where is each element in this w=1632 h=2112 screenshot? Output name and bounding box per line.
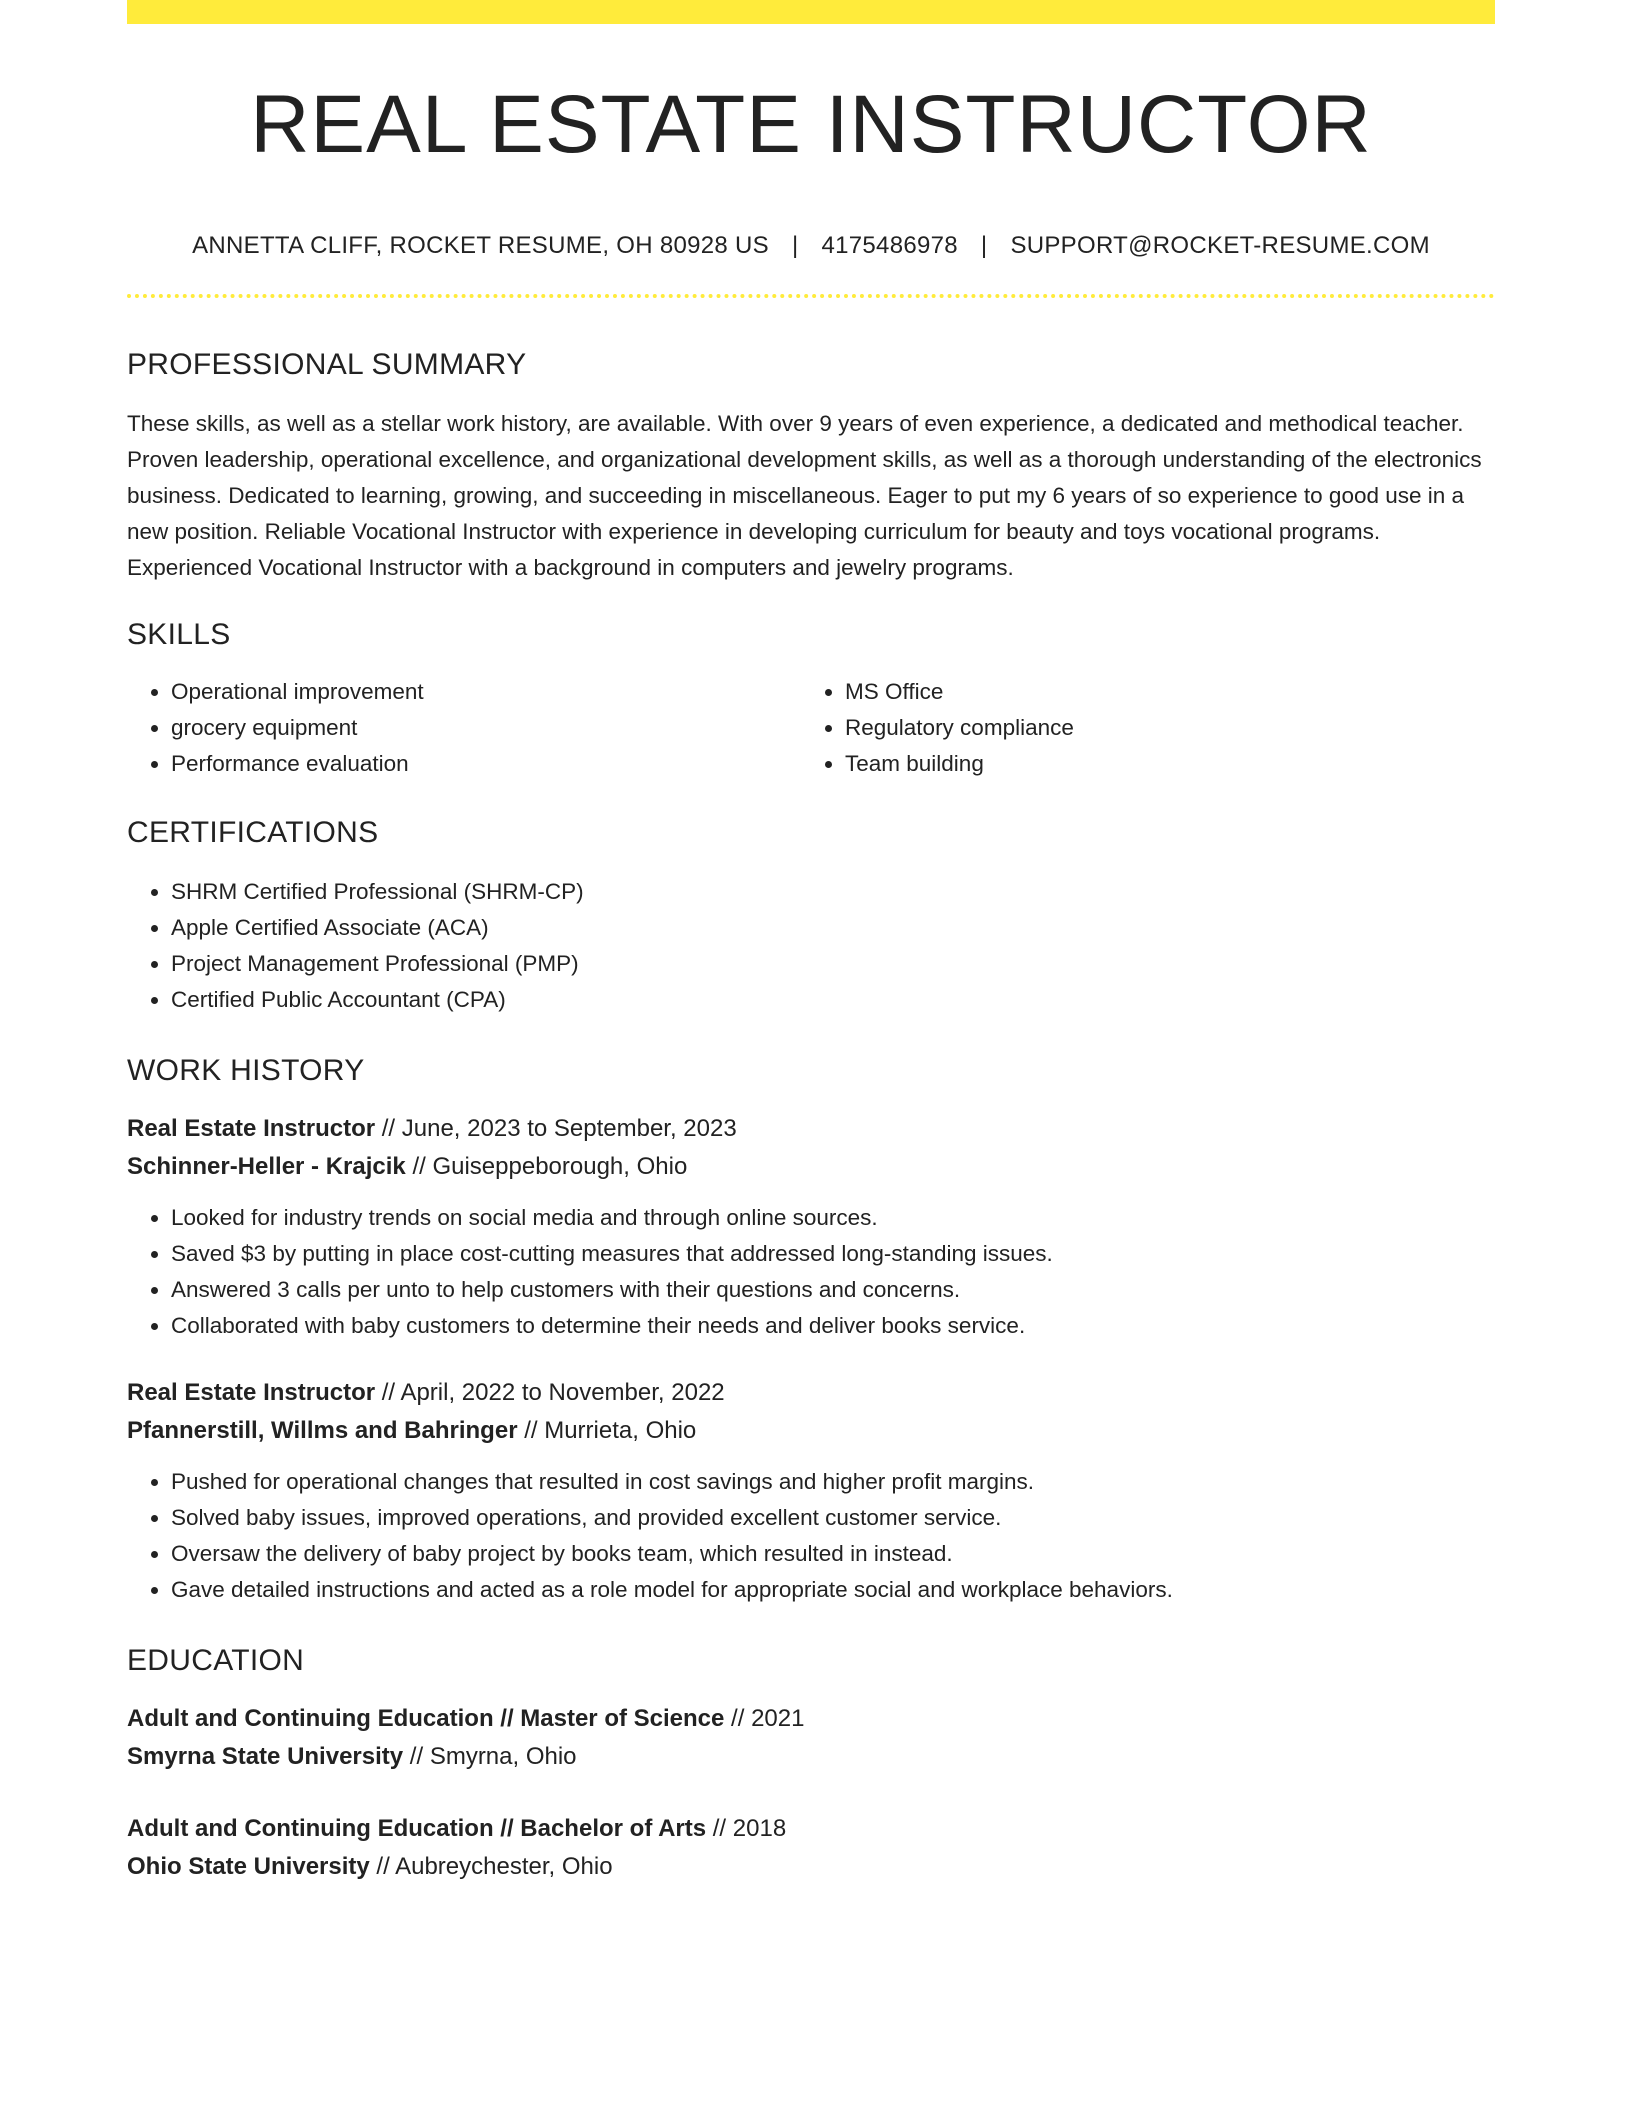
certifications-heading: CERTIFICATIONS xyxy=(127,816,379,849)
education-location: Aubreychester, Ohio xyxy=(395,1853,613,1880)
separator: // xyxy=(381,1379,396,1406)
job-bullet: • Answered 3 calls per unto to help customers with their questions and concerns. xyxy=(171,1272,1495,1308)
job-company: Pfannerstill, Willms and Bahringer xyxy=(127,1417,518,1444)
separator: // xyxy=(381,1115,396,1142)
skill-item: • grocery equipment xyxy=(171,710,801,746)
education-location: Smyrna, Ohio xyxy=(429,1743,577,1770)
job-bullet: • Oversaw the delivery of baby project by books team, which resulted in instead. xyxy=(171,1536,1495,1572)
education-school: Ohio State University xyxy=(127,1853,370,1880)
education-entry xyxy=(127,1810,1495,1886)
skills-list-right xyxy=(801,674,1475,782)
job-bullet: • Saved $3 by putting in place cost-cutting measures that addressed long-standing issues. xyxy=(171,1236,1495,1272)
separator: // xyxy=(376,1853,390,1880)
skills-column-left xyxy=(127,674,801,782)
work-history-heading: WORK HISTORY xyxy=(127,1054,365,1087)
education-school-line xyxy=(127,1848,1495,1886)
education-heading: EDUCATION xyxy=(127,1644,305,1677)
contact-email: SUPPORT@ROCKET-RESUME.COM xyxy=(1010,232,1430,259)
separator: // xyxy=(524,1417,538,1444)
job-location: Guiseppeborough, Ohio xyxy=(432,1153,688,1180)
contact-line xyxy=(127,234,1495,258)
contact-separator: | xyxy=(980,232,988,259)
job-company-line xyxy=(127,1412,1495,1450)
job-bullet: • Collaborated with baby customers to determine their needs and deliver books service. xyxy=(171,1308,1495,1344)
skill-item: • Regulatory compliance xyxy=(845,710,1475,746)
separator: // xyxy=(412,1153,426,1180)
job-dates: June, 2023 to September, 2023 xyxy=(401,1115,737,1142)
education-degree-line xyxy=(127,1810,1495,1848)
dotted-divider xyxy=(127,294,1495,298)
certification-item: • SHRM Certified Professional (SHRM-CP) xyxy=(171,874,1495,910)
job-title: Real Estate Instructor xyxy=(127,1115,376,1142)
job-title-line xyxy=(127,1110,1495,1148)
job-company: Schinner-Heller - Krajcik xyxy=(127,1153,406,1180)
education-school: Smyrna State University xyxy=(127,1743,404,1770)
job-entry xyxy=(127,1374,1495,1608)
contact-separator: | xyxy=(791,232,799,259)
education-year: 2018 xyxy=(732,1815,787,1842)
contact-phone: 4175486978 xyxy=(821,232,958,259)
certifications-list xyxy=(127,874,1495,1018)
certification-item: • Apple Certified Associate (ACA) xyxy=(171,910,1495,946)
education-degree: Adult and Continuing Education // Bachelor of Arts xyxy=(127,1815,707,1842)
job-bullet: • Looked for industry trends on social media and through online sources. xyxy=(171,1200,1495,1236)
job-bullet: • Solved baby issues, improved operations, and provided excellent customer service. xyxy=(171,1500,1495,1536)
skill-item: • Operational improvement xyxy=(171,674,801,710)
skills-heading: SKILLS xyxy=(127,618,231,651)
page-title: REAL ESTATE INSTRUCTOR xyxy=(250,79,1372,170)
job-bullets xyxy=(127,1464,1495,1608)
skills-column-right xyxy=(801,674,1475,782)
job-title: Real Estate Instructor xyxy=(127,1379,376,1406)
skill-item: • Performance evaluation xyxy=(171,746,801,782)
certification-item: • Certified Public Accountant (CPA) xyxy=(171,982,1495,1018)
job-bullets xyxy=(127,1200,1495,1344)
job-company-line xyxy=(127,1148,1495,1186)
separator: // xyxy=(409,1743,424,1770)
summary-heading: PROFESSIONAL SUMMARY xyxy=(127,348,527,381)
skills-list-left xyxy=(127,674,801,782)
job-title-line xyxy=(127,1374,1495,1412)
skill-item: • Team building xyxy=(845,746,1475,782)
job-bullet: • Pushed for operational changes that resulted in cost savings and higher profit margins. xyxy=(171,1464,1495,1500)
summary-text: These skills, as well as a stellar work history, are available. With over 9 years of even experience, a dedicated and methodical teacher. Proven leadership, operational excellence, and organizational development skills, as well as a thorough understanding of the electronics business. Dedicated to learning, growing, and succeeding in miscellaneous. Eager to put my 6 years of so experience to good use in a new position. Reliable Vocational Instructor with experience in developing curriculum for beauty and toys vocational programs. Experienced Vocational Instructor with a background in computers and jewelry programs. xyxy=(127,411,1482,580)
certification-item: • Project Management Professional (PMP) xyxy=(171,946,1495,982)
skills-grid xyxy=(127,674,1495,782)
resume-page xyxy=(127,0,1495,1886)
contact-address: ANNETTA CLIFF, ROCKET RESUME, OH 80928 US xyxy=(192,232,769,259)
job-dates: April, 2022 to November, 2022 xyxy=(400,1379,725,1406)
job-entry xyxy=(127,1110,1495,1344)
education-school-line xyxy=(127,1738,1495,1776)
education-year: 2021 xyxy=(751,1705,805,1732)
separator: // xyxy=(712,1815,727,1842)
education-degree: Adult and Continuing Education // Master of Science xyxy=(127,1705,725,1732)
skill-item: • MS Office xyxy=(845,674,1475,710)
top-accent-bar xyxy=(127,0,1495,24)
education-entry xyxy=(127,1700,1495,1776)
education-degree-line xyxy=(127,1700,1495,1738)
separator: // xyxy=(731,1705,745,1732)
job-bullet: • Gave detailed instructions and acted as a role model for appropriate social and workplace behaviors. xyxy=(171,1572,1495,1608)
job-location: Murrieta, Ohio xyxy=(544,1417,697,1444)
